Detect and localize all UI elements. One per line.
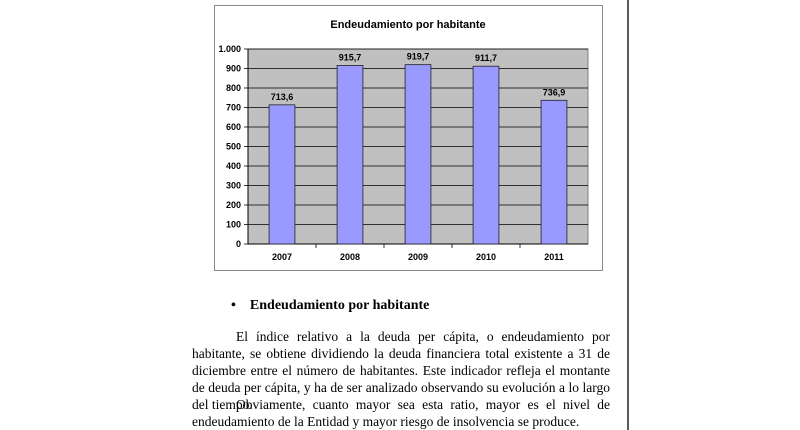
y-tick-label: 100 bbox=[225, 219, 241, 230]
y-tick-label: 900 bbox=[225, 63, 241, 74]
bar bbox=[541, 100, 567, 244]
bar bbox=[337, 65, 363, 244]
y-tick-label: 500 bbox=[225, 141, 241, 152]
x-tick-label: 2007 bbox=[271, 252, 293, 262]
data-label: 919,7 bbox=[406, 51, 430, 62]
paragraph-1-text: El índice relativo a la deuda per cápita, o endeudamiento por habitante, se obtiene dividiendo la deuda financiera total existente a 31 de diciembre entre el número de habitantes. Este indicador refleja el montante de deuda per cápita, y ha de ser analizado observando su evolución a lo largo del tiempo. bbox=[192, 329, 610, 412]
data-label: 713,6 bbox=[270, 91, 294, 102]
paragraph-2 bbox=[192, 396, 610, 430]
x-tick-label: 2008 bbox=[339, 252, 361, 262]
section-heading bbox=[231, 298, 429, 314]
data-label: 911,7 bbox=[474, 53, 498, 64]
data-label: 736,9 bbox=[542, 87, 566, 98]
chart-container bbox=[214, 5, 603, 271]
paragraph-2-text: Obviamente, cuanto mayor sea esta ratio, mayor es el nivel de endeudamiento de la Entidad y mayor riesgo de insolvencia se produce. bbox=[192, 397, 610, 429]
x-tick-label: 2011 bbox=[544, 252, 564, 262]
y-tick-label: 0 bbox=[235, 239, 241, 249]
section-heading-text: Endeudamiento por habitante bbox=[249, 298, 430, 313]
bar bbox=[473, 66, 499, 244]
y-tick-label: 600 bbox=[225, 122, 241, 132]
y-tick-label: 700 bbox=[225, 102, 241, 113]
y-tick-label: 300 bbox=[225, 180, 241, 191]
chart-title: Endeudamiento por habitante bbox=[330, 19, 486, 31]
bar bbox=[405, 65, 431, 244]
data-label: 915,7 bbox=[338, 52, 362, 63]
y-tick-label: 1.000 bbox=[218, 44, 241, 54]
y-tick-label: 800 bbox=[225, 83, 241, 93]
y-tick-label: 400 bbox=[225, 161, 241, 171]
bar bbox=[269, 105, 295, 244]
x-tick-label: 2009 bbox=[407, 252, 429, 262]
bar-chart bbox=[215, 6, 602, 270]
page-edge-line bbox=[627, 0, 629, 430]
bullet-icon: • bbox=[231, 298, 236, 313]
y-tick-label: 200 bbox=[225, 200, 241, 210]
x-tick-label: 2010 bbox=[475, 252, 497, 262]
